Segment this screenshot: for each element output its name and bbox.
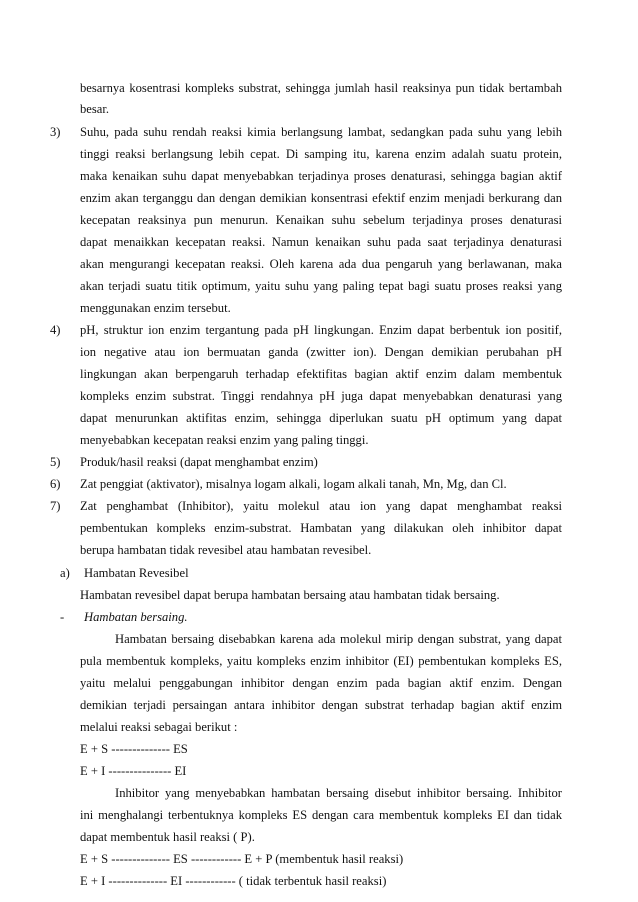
list-item-line: pH, struktur ion enzim tergantung pada pH lingkungan. Enzim dapat berbentuk ion positif, [80, 323, 562, 337]
list-item-line: enzim akan terganggu dan dengan demikian konsentrasi efektif enzim menjadi berkurang dan [80, 191, 562, 205]
list-item-line: tinggi reaksi berlangsung lebih cepat. Di samping itu, karena enzim adalah suatu protein, [80, 147, 562, 161]
list-item-line: dapat menurunkan aktifitas enzim, sehingga diperlukan suatu pH optimum yang dapat [80, 411, 562, 425]
list-number: 4) [50, 323, 61, 337]
equation-line: E + I --------------- EI [80, 764, 187, 778]
paragraph-line: Hambatan bersaing disebabkan karena ada molekul mirip dengan substrat, yang dapat [115, 632, 562, 646]
equation-line: E + S -------------- ES [80, 742, 188, 756]
subsection-title: Hambatan bersaing. [84, 610, 188, 624]
section-text: Hambatan revesibel dapat berupa hambatan bersaing atau hambatan tidak bersaing. [80, 588, 500, 602]
list-item-line: kecepatan reaksinya pun menurun. Kenaikan suhu sebelum terjadinya proses denaturasi [80, 213, 562, 227]
paragraph-line: demikian terjadi persaingan antara inhibitor dengan substrat terhadap bagian aktif enzim [80, 698, 562, 712]
equation-line: E + S -------------- ES ------------ E + P (membentuk hasil reaksi) [80, 852, 404, 866]
list-item-line: Produk/hasil reaksi (dapat menghambat enzim) [80, 455, 318, 469]
paragraph-line: melalui reaksi sebagai berikut : [80, 720, 238, 734]
subsection-dash: - [60, 610, 65, 624]
intro-line: besarnya kosentrasi kompleks substrat, sehingga jumlah hasil reaksinya pun tidak bertambah [80, 81, 562, 95]
list-item-line: lingkungan akan berpengaruh terhadap efektifitas bagian aktif enzim dalam membentuk [80, 367, 562, 381]
list-item-line: menyebabkan kecepatan reaksi enzim yang paling tinggi. [80, 433, 369, 447]
list-item-line: Zat penggiat (aktivator), misalnya logam alkali, logam alkali tanah, Mn, Mg, dan Cl. [80, 477, 507, 491]
list-item-line: menggunakan enzim tersebut. [80, 301, 231, 315]
paragraph-line: pula membentuk kompleks, yaitu kompleks enzim inhibitor (EI) pembentukan kompleks ES, [80, 654, 562, 668]
list-number: 6) [50, 477, 61, 491]
list-item-line: maka kenaikan suhu dapat menyebabkan terjadinya proses denaturasi, sehingga bagian aktif [80, 169, 562, 183]
list-item-line: Suhu, pada suhu rendah reaksi kimia berlangsung lambat, sedangkan pada suhu yang lebih [80, 125, 562, 139]
list-item-line: berupa hambatan tidak revesibel atau hambatan revesibel. [80, 543, 372, 557]
paragraph-line: ini menghalangi terbentuknya kompleks ES dengan cara membentuk kompleks EI dan tidak [80, 808, 562, 822]
list-number: 3) [50, 125, 61, 139]
list-item-line: Zat penghambat (Inhibitor), yaitu molekul atau ion yang dapat menghambat reaksi [80, 499, 562, 513]
paragraph-line: dapat membentuk hasil reaksi ( P). [80, 830, 255, 844]
section-label: a) [60, 566, 70, 580]
list-item-line: dapat menaikkan kecepatan reaksi. Namun kenaikan suhu pada saat terjadinya denaturasi [80, 235, 562, 249]
paragraph-line: yaitu melalui penggabungan inhibitor dengan enzim pada bagian aktif enzim. Dengan [80, 676, 562, 690]
list-number: 7) [50, 499, 61, 513]
intro-line: besar. [80, 102, 110, 116]
list-number: 5) [50, 455, 61, 469]
list-item-line: ion negative atau ion bermuatan ganda (zwitter ion). Dengan demikian perubahan pH [80, 345, 562, 359]
section-title: Hambatan Revesibel [84, 566, 189, 580]
list-item-line: akan terjadi suatu titik optimum, yaitu suhu yang paling tepat bagi suatu proses reaksi yang [80, 279, 562, 293]
list-item-line: kompleks enzim substrat. Tinggi rendahnya pH juga dapat menyebabkan denaturasi yang [80, 389, 562, 403]
list-item-line: pembentukan kompleks enzim-substrat. Hambatan yang dilakukan oleh inhibitor dapat [80, 521, 562, 535]
list-item-line: akan mengurangi kecepatan reaksi. Oleh karena ada dua pengaruh yang berlawanan, maka [80, 257, 562, 271]
equation-line: E + I -------------- EI ------------ ( tidak terbentuk hasil reaksi) [80, 874, 387, 888]
paragraph-line: Inhibitor yang menyebabkan hambatan bersaing disebut inhibitor bersaing. Inhibitor [115, 786, 562, 800]
